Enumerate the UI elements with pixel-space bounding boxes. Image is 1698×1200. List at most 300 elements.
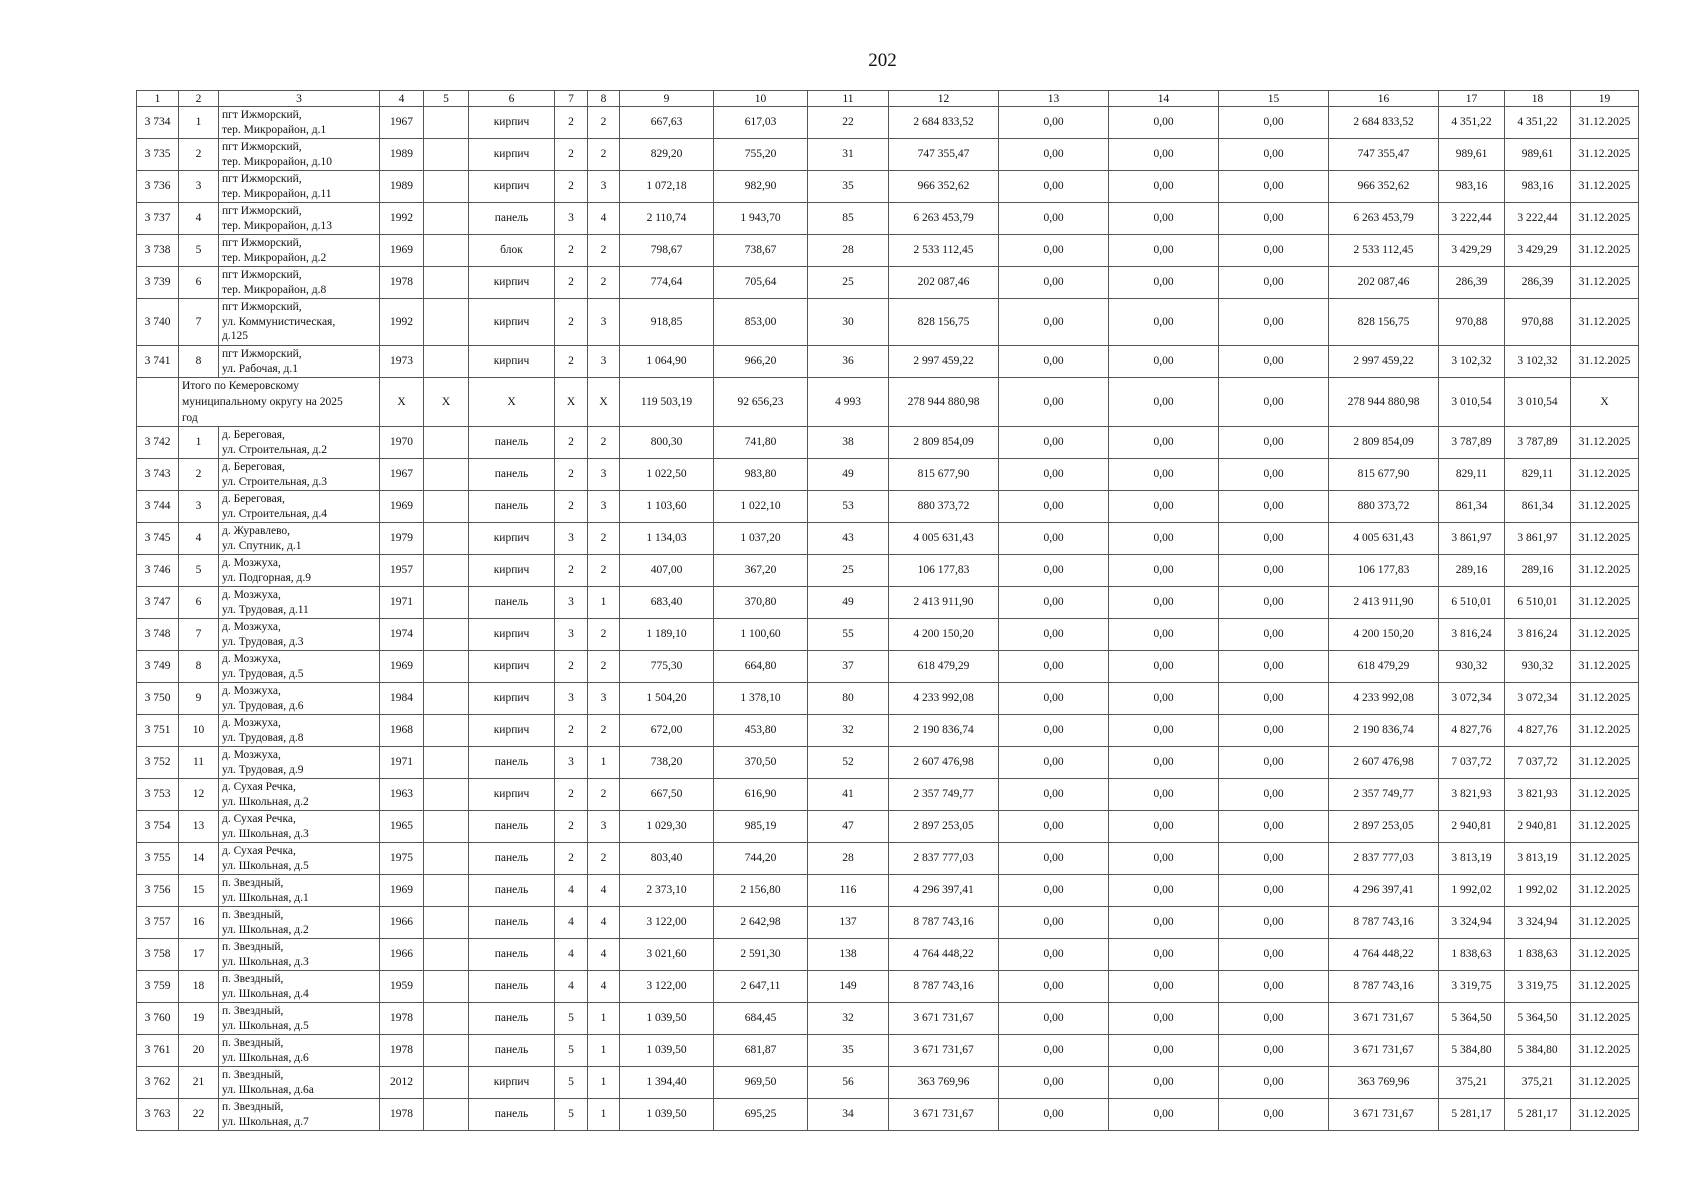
total-area: 1 134,03 — [620, 523, 714, 555]
table-row — [137, 139, 1639, 171]
residents: 30 — [808, 299, 889, 346]
table-row — [137, 107, 1639, 139]
wall-material: панель — [469, 843, 555, 875]
entrances: 2 — [588, 107, 620, 139]
residents: 35 — [808, 171, 889, 203]
cost-per-sqm-limit: 989,61 — [1505, 139, 1571, 171]
address: д. Сухая Речка, ул. Школьная, д.2 — [219, 779, 380, 811]
row-id: 3 747 — [137, 587, 179, 619]
entrances: 4 — [588, 203, 620, 235]
cost-local: 0,00 — [1219, 747, 1329, 779]
residential-area: 738,67 — [714, 235, 808, 267]
residents: 36 — [808, 346, 889, 378]
cost-federal: 0,00 — [999, 779, 1109, 811]
completion-date: 31.12.2025 — [1571, 299, 1639, 346]
cost-per-sqm-limit: 3 787,89 — [1505, 427, 1571, 459]
col-5 — [424, 139, 469, 171]
cost-local: 0,00 — [1219, 459, 1329, 491]
cost-owners: 3 671 731,67 — [1329, 1099, 1439, 1131]
cost-per-sqm-limit: 3 429,29 — [1505, 235, 1571, 267]
floors: 2 — [555, 459, 588, 491]
cost-per-sqm: 2 940,81 — [1439, 811, 1505, 843]
cost-total: 618 479,29 — [889, 651, 999, 683]
cost-per-sqm-limit: 6 510,01 — [1505, 587, 1571, 619]
total-area: 1 064,90 — [620, 346, 714, 378]
cost-total: 3 671 731,67 — [889, 1003, 999, 1035]
row-id: 3 739 — [137, 267, 179, 299]
column-number-6: 6 — [469, 91, 555, 107]
wall-material: кирпич — [469, 107, 555, 139]
cost-regional: 0,00 — [1109, 715, 1219, 747]
cost-owners: 4 296 397,41 — [1329, 875, 1439, 907]
row-number: 8 — [179, 346, 219, 378]
total-area: 1 103,60 — [620, 491, 714, 523]
row-number: 4 — [179, 203, 219, 235]
floors: 3 — [555, 587, 588, 619]
completion-date: 31.12.2025 — [1571, 1003, 1639, 1035]
cost-federal: 0,00 — [999, 1099, 1109, 1131]
cost-regional: 0,00 — [1109, 346, 1219, 378]
residential-area: 2 642,98 — [714, 907, 808, 939]
cost-regional: 0,00 — [1109, 587, 1219, 619]
cost-regional: 0,00 — [1109, 1035, 1219, 1067]
cost-owners: 880 373,72 — [1329, 491, 1439, 523]
cost-federal: 0,00 — [999, 971, 1109, 1003]
address: д. Сухая Речка, ул. Школьная, д.3 — [219, 811, 380, 843]
year-built: 1957 — [380, 555, 424, 587]
row-number: 17 — [179, 939, 219, 971]
total-area: 672,00 — [620, 715, 714, 747]
address: пгт Ижморский, тер. Микрорайон, д.1 — [219, 107, 380, 139]
cost-per-sqm-limit: 5 281,17 — [1505, 1099, 1571, 1131]
row-number: 22 — [179, 1099, 219, 1131]
entrances: 1 — [588, 1003, 620, 1035]
row-number: 18 — [179, 971, 219, 1003]
residential-area: 1 100,60 — [714, 619, 808, 651]
year-built: 1959 — [380, 971, 424, 1003]
cost-total: 2 684 833,52 — [889, 107, 999, 139]
total-residential-area: 92 656,23 — [714, 378, 808, 427]
wall-material: кирпич — [469, 555, 555, 587]
year-built: 2012 — [380, 1067, 424, 1099]
cost-owners: 2 684 833,52 — [1329, 107, 1439, 139]
cost-regional: 0,00 — [1109, 491, 1219, 523]
completion-date: 31.12.2025 — [1571, 1067, 1639, 1099]
residents: 137 — [808, 907, 889, 939]
total-area: 1 039,50 — [620, 1003, 714, 1035]
entrances: 1 — [588, 1099, 620, 1131]
row-number: 1 — [179, 427, 219, 459]
entrances: 2 — [588, 523, 620, 555]
cost-regional: 0,00 — [1109, 107, 1219, 139]
address: пгт Ижморский, тер. Микрорайон, д.8 — [219, 267, 380, 299]
residents: 25 — [808, 267, 889, 299]
total-area: 1 022,50 — [620, 459, 714, 491]
cost-local: 0,00 — [1219, 107, 1329, 139]
column-number-8: 8 — [588, 91, 620, 107]
cost-local: 0,00 — [1219, 203, 1329, 235]
entrances: 4 — [588, 971, 620, 1003]
wall-material: кирпич — [469, 267, 555, 299]
total-area: 2 373,10 — [620, 875, 714, 907]
col-5 — [424, 779, 469, 811]
table-row — [137, 203, 1639, 235]
cost-per-sqm: 861,34 — [1439, 491, 1505, 523]
address: д. Мозжуха, ул. Трудовая, д.5 — [219, 651, 380, 683]
entrances: 1 — [588, 747, 620, 779]
cost-owners: 4 764 448,22 — [1329, 939, 1439, 971]
cost-owners: 4 233 992,08 — [1329, 683, 1439, 715]
cost-per-sqm: 289,16 — [1439, 555, 1505, 587]
residents: 49 — [808, 587, 889, 619]
residential-area: 617,03 — [714, 107, 808, 139]
page-number: 202 — [868, 50, 897, 71]
column-number-3: 3 — [219, 91, 380, 107]
cost-owners: 2 897 253,05 — [1329, 811, 1439, 843]
residential-area: 705,64 — [714, 267, 808, 299]
cost-per-sqm: 983,16 — [1439, 171, 1505, 203]
address: п. Звездный, ул. Школьная, д.4 — [219, 971, 380, 1003]
row-number: 3 — [179, 171, 219, 203]
column-number-13: 13 — [999, 91, 1109, 107]
wall-material: кирпич — [469, 523, 555, 555]
address: пгт Ижморский, ул. Коммунистическая, д.125 — [219, 299, 380, 346]
col-5 — [424, 843, 469, 875]
address: п. Звездный, ул. Школьная, д.2 — [219, 907, 380, 939]
table-row — [137, 971, 1639, 1003]
table-row — [137, 747, 1639, 779]
total-area: 803,40 — [620, 843, 714, 875]
residential-area: 681,87 — [714, 1035, 808, 1067]
cost-regional: 0,00 — [1109, 843, 1219, 875]
cost-per-sqm: 3 816,24 — [1439, 619, 1505, 651]
cost-federal: 0,00 — [999, 651, 1109, 683]
floors: 3 — [555, 683, 588, 715]
row-id: 3 761 — [137, 1035, 179, 1067]
address: п. Звездный, ул. Школьная, д.7 — [219, 1099, 380, 1131]
total-area: 667,63 — [620, 107, 714, 139]
cost-federal: 0,00 — [999, 619, 1109, 651]
cost-per-sqm-limit: 2 940,81 — [1505, 811, 1571, 843]
residents: 47 — [808, 811, 889, 843]
cost-per-sqm: 3 429,29 — [1439, 235, 1505, 267]
table-row — [137, 907, 1639, 939]
table-row — [137, 523, 1639, 555]
cost-per-sqm-limit: 1 838,63 — [1505, 939, 1571, 971]
year-built: 1966 — [380, 939, 424, 971]
cost-regional: 0,00 — [1109, 1067, 1219, 1099]
cost-federal: 0,00 — [999, 1003, 1109, 1035]
year-built: 1969 — [380, 235, 424, 267]
row-id: 3 745 — [137, 523, 179, 555]
table-row — [137, 459, 1639, 491]
cost-federal: 0,00 — [999, 171, 1109, 203]
wall-material: панель — [469, 747, 555, 779]
cost-total: 880 373,72 — [889, 491, 999, 523]
entrances: 2 — [588, 427, 620, 459]
residential-area: 969,50 — [714, 1067, 808, 1099]
entrances: 1 — [588, 1067, 620, 1099]
cost-owners: 2 837 777,03 — [1329, 843, 1439, 875]
table-row — [137, 299, 1639, 346]
row-id: 3 737 — [137, 203, 179, 235]
cost-owners: 2 413 911,90 — [1329, 587, 1439, 619]
col-5 — [424, 267, 469, 299]
cost-federal: 0,00 — [999, 459, 1109, 491]
address: д. Мозжуха, ул. Трудовая, д.9 — [219, 747, 380, 779]
cost-local: 0,00 — [1219, 875, 1329, 907]
year-built: 1967 — [380, 107, 424, 139]
cost-per-sqm: 3 821,93 — [1439, 779, 1505, 811]
cost-per-sqm: 1 838,63 — [1439, 939, 1505, 971]
residential-area: 616,90 — [714, 779, 808, 811]
residential-area: 684,45 — [714, 1003, 808, 1035]
cost-per-sqm: 5 364,50 — [1439, 1003, 1505, 1035]
row-number: 20 — [179, 1035, 219, 1067]
completion-date: 31.12.2025 — [1571, 555, 1639, 587]
row-number: 8 — [179, 651, 219, 683]
residents: 28 — [808, 235, 889, 267]
row-number: 6 — [179, 587, 219, 619]
cost-federal: 0,00 — [999, 843, 1109, 875]
cost-owners: 4 005 631,43 — [1329, 523, 1439, 555]
floors: 2 — [555, 651, 588, 683]
cost-per-sqm-limit: 970,88 — [1505, 299, 1571, 346]
cost-total: 4 296 397,41 — [889, 875, 999, 907]
floors: 2 — [555, 346, 588, 378]
completion-date: 31.12.2025 — [1571, 651, 1639, 683]
completion-date: 31.12.2025 — [1571, 1099, 1639, 1131]
residents: 85 — [808, 203, 889, 235]
wall-material: кирпич — [469, 683, 555, 715]
cost-per-sqm-limit: 3 816,24 — [1505, 619, 1571, 651]
entrances: 3 — [588, 299, 620, 346]
year-built: 1978 — [380, 1099, 424, 1131]
residential-area: 664,80 — [714, 651, 808, 683]
residential-area: 370,50 — [714, 747, 808, 779]
cost-federal: 0,00 — [999, 875, 1109, 907]
address: д. Мозжуха, ул. Трудовая, д.6 — [219, 683, 380, 715]
wall-material: панель — [469, 939, 555, 971]
cost-owners: 6 263 453,79 — [1329, 203, 1439, 235]
total-area: 738,20 — [620, 747, 714, 779]
address: п. Звездный, ул. Школьная, д.5 — [219, 1003, 380, 1035]
total-area: 1 072,18 — [620, 171, 714, 203]
year-built: 1971 — [380, 587, 424, 619]
cost-federal: 0,00 — [999, 299, 1109, 346]
floors: 5 — [555, 1099, 588, 1131]
cost-federal: 0,00 — [999, 907, 1109, 939]
entrances: 2 — [588, 715, 620, 747]
cost-owners: 2 533 112,45 — [1329, 235, 1439, 267]
floors: 2 — [555, 235, 588, 267]
entrances: 2 — [588, 139, 620, 171]
row-id: 3 750 — [137, 683, 179, 715]
column-number-16: 16 — [1329, 91, 1439, 107]
entrances: 2 — [588, 235, 620, 267]
residential-area: 744,20 — [714, 843, 808, 875]
completion-date: 31.12.2025 — [1571, 747, 1639, 779]
completion-date: 31.12.2025 — [1571, 346, 1639, 378]
row-number: 14 — [179, 843, 219, 875]
total-area: 1 039,50 — [620, 1035, 714, 1067]
table-row — [137, 651, 1639, 683]
year-built: 1971 — [380, 747, 424, 779]
floors: 2 — [555, 267, 588, 299]
row-id: 3 756 — [137, 875, 179, 907]
cost-regional: 0,00 — [1109, 299, 1219, 346]
row-id: 3 751 — [137, 715, 179, 747]
entrances: 4 — [588, 907, 620, 939]
wall-material: кирпич — [469, 1067, 555, 1099]
address: п. Звездный, ул. Школьная, д.3 — [219, 939, 380, 971]
entrances: 3 — [588, 346, 620, 378]
cost-per-sqm-limit: 3 821,93 — [1505, 779, 1571, 811]
cost-total: 2 837 777,03 — [889, 843, 999, 875]
cost-per-sqm-limit: 1 992,02 — [1505, 875, 1571, 907]
wall-material: кирпич — [469, 619, 555, 651]
total-area: 3 021,60 — [620, 939, 714, 971]
cost-local: 0,00 — [1219, 587, 1329, 619]
table-row — [137, 346, 1639, 378]
residential-area: 1 943,70 — [714, 203, 808, 235]
total-blank-cell — [137, 378, 179, 427]
col-5 — [424, 811, 469, 843]
col-5 — [424, 203, 469, 235]
wall-material: панель — [469, 427, 555, 459]
address: д. Журавлево, ул. Спутник, д.1 — [219, 523, 380, 555]
year-built: 1992 — [380, 203, 424, 235]
table-row — [137, 555, 1639, 587]
cost-total: 4 233 992,08 — [889, 683, 999, 715]
row-number: 5 — [179, 235, 219, 267]
cost-per-sqm-limit: 3 102,32 — [1505, 346, 1571, 378]
row-number: 6 — [179, 267, 219, 299]
cost-per-sqm: 286,39 — [1439, 267, 1505, 299]
year-built: 1975 — [380, 843, 424, 875]
cost-per-sqm-limit: 3 861,97 — [1505, 523, 1571, 555]
col-5 — [424, 459, 469, 491]
residential-area: 370,80 — [714, 587, 808, 619]
cost-regional: 0,00 — [1109, 203, 1219, 235]
cost-local: 0,00 — [1219, 171, 1329, 203]
cost-per-sqm-limit: 289,16 — [1505, 555, 1571, 587]
wall-material: блок — [469, 235, 555, 267]
address: пгт Ижморский, ул. Рабочая, д.1 — [219, 346, 380, 378]
cost-owners: 3 671 731,67 — [1329, 1035, 1439, 1067]
table-row — [137, 1099, 1639, 1131]
row-id: 3 760 — [137, 1003, 179, 1035]
cost-regional: 0,00 — [1109, 971, 1219, 1003]
cost-local: 0,00 — [1219, 1003, 1329, 1035]
row-id: 3 735 — [137, 139, 179, 171]
col-5 — [424, 1099, 469, 1131]
cost-federal: 0,00 — [999, 235, 1109, 267]
cost-total: 106 177,83 — [889, 555, 999, 587]
floors: 2 — [555, 299, 588, 346]
row-number: 5 — [179, 555, 219, 587]
cost-per-sqm: 4 351,22 — [1439, 107, 1505, 139]
entrances: 3 — [588, 491, 620, 523]
cost-total: 2 190 836,74 — [889, 715, 999, 747]
floors: 5 — [555, 1003, 588, 1035]
row-id: 3 734 — [137, 107, 179, 139]
cost-per-sqm-limit: 5 364,50 — [1505, 1003, 1571, 1035]
wall-material: кирпич — [469, 299, 555, 346]
row-id: 3 762 — [137, 1067, 179, 1099]
col-5 — [424, 1003, 469, 1035]
address: д. Мозжуха, ул. Трудовая, д.11 — [219, 587, 380, 619]
floors: 2 — [555, 555, 588, 587]
wall-material: кирпич — [469, 779, 555, 811]
col-5 — [424, 346, 469, 378]
total-wall-material: X — [469, 378, 555, 427]
residential-area: 1 378,10 — [714, 683, 808, 715]
row-number: 13 — [179, 811, 219, 843]
cost-local: 0,00 — [1219, 1067, 1329, 1099]
cost-per-sqm-limit: 3 222,44 — [1505, 203, 1571, 235]
residents: 25 — [808, 555, 889, 587]
column-number-17: 17 — [1439, 91, 1505, 107]
cost-local: 0,00 — [1219, 139, 1329, 171]
total-area: 1 029,30 — [620, 811, 714, 843]
year-built: 1969 — [380, 875, 424, 907]
year-built: 1969 — [380, 651, 424, 683]
cost-local: 0,00 — [1219, 523, 1329, 555]
completion-date: 31.12.2025 — [1571, 875, 1639, 907]
cost-regional: 0,00 — [1109, 811, 1219, 843]
residents: 37 — [808, 651, 889, 683]
residential-area: 985,19 — [714, 811, 808, 843]
cost-total: 828 156,75 — [889, 299, 999, 346]
cost-per-sqm: 5 384,80 — [1439, 1035, 1505, 1067]
total-row — [137, 378, 1639, 427]
entrances: 3 — [588, 811, 620, 843]
column-number-5: 5 — [424, 91, 469, 107]
floors: 2 — [555, 427, 588, 459]
total-year-built: X — [380, 378, 424, 427]
col-5 — [424, 1067, 469, 1099]
residents: 55 — [808, 619, 889, 651]
row-id: 3 758 — [137, 939, 179, 971]
cost-local: 0,00 — [1219, 779, 1329, 811]
row-id: 3 752 — [137, 747, 179, 779]
cost-owners: 8 787 743,16 — [1329, 907, 1439, 939]
cost-owners: 828 156,75 — [1329, 299, 1439, 346]
residential-area: 982,90 — [714, 171, 808, 203]
completion-date: 31.12.2025 — [1571, 235, 1639, 267]
table-row — [137, 843, 1639, 875]
year-built: 1974 — [380, 619, 424, 651]
cost-total: 2 997 459,22 — [889, 346, 999, 378]
table-row — [137, 171, 1639, 203]
cost-federal: 0,00 — [999, 1067, 1109, 1099]
cost-local: 0,00 — [1219, 683, 1329, 715]
cost-total: 966 352,62 — [889, 171, 999, 203]
cost-regional: 0,00 — [1109, 939, 1219, 971]
residents: 22 — [808, 107, 889, 139]
cost-owners: 8 787 743,16 — [1329, 971, 1439, 1003]
total-area: 683,40 — [620, 587, 714, 619]
cost-regional: 0,00 — [1109, 523, 1219, 555]
cost-owners: 2 997 459,22 — [1329, 346, 1439, 378]
column-number-2: 2 — [179, 91, 219, 107]
cost-local: 0,00 — [1219, 427, 1329, 459]
cost-per-sqm-limit: 983,16 — [1505, 171, 1571, 203]
cost-federal: 0,00 — [999, 139, 1109, 171]
entrances: 2 — [588, 555, 620, 587]
entrances: 3 — [588, 171, 620, 203]
